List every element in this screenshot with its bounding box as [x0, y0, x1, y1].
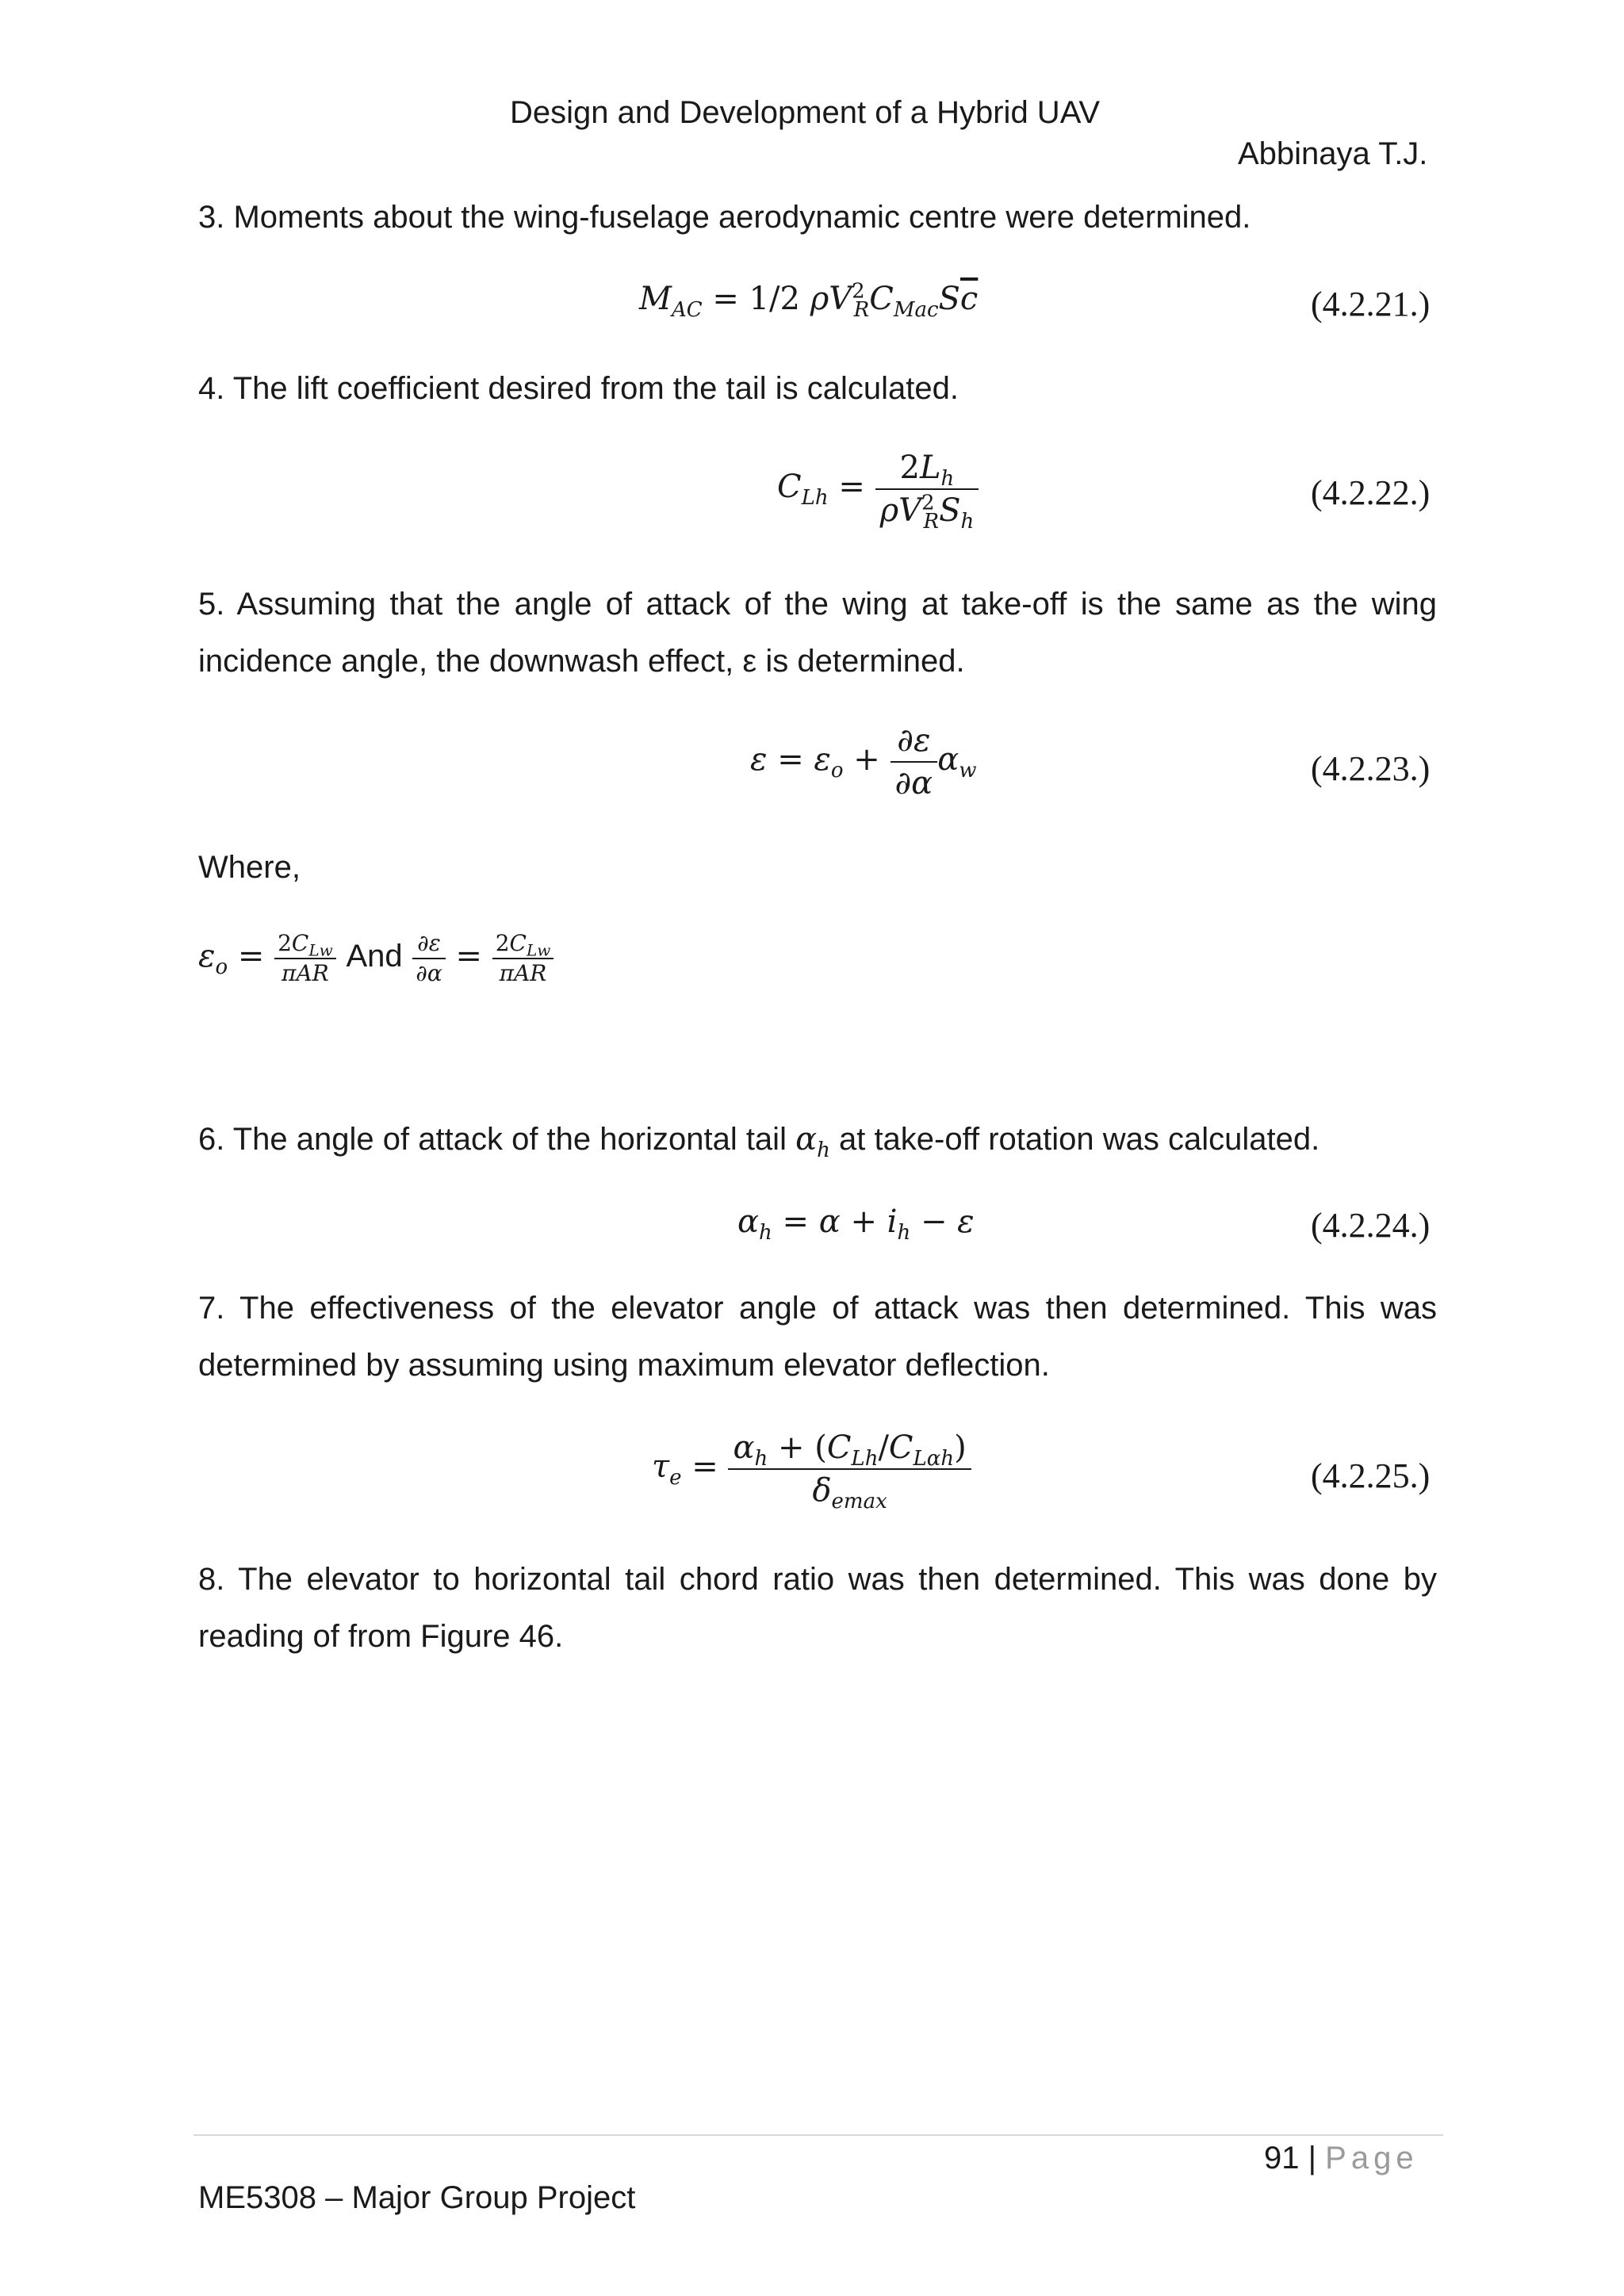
equation-number-4-2-21: (4.2.21.) — [1311, 285, 1431, 323]
step-6-prefix: 6. The angle of attack of the horizontal tail — [198, 1122, 787, 1157]
equation-number-4-2-22: (4.2.22.) — [1311, 473, 1431, 512]
downwash-definitions: $\varepsilon_o$ = $\frac{2C_{Lw}}{\text{πAR}}$ And $\frac{\partial\varepsilon}{\partial\alpha}$ = $\frac{2C_{Lw}}{\text{πAR}}$ — [198, 929, 553, 988]
page-separator: | — [1308, 2141, 1317, 2175]
equation-tail-angle-of-attack: $\alpha_h = \alpha + i_h - \varepsilon$ — [737, 1203, 975, 1245]
equation-number-4-2-25: (4.2.25.) — [1311, 1456, 1431, 1495]
step-6-suffix: at take-off rotation was calculated. — [838, 1122, 1320, 1157]
equation-lift-coefficient-tail: $C_{Lh}$ = $\frac{2L_h}{\rho V^2_RS_h}$ — [777, 447, 979, 531]
footer-divider — [193, 2134, 1443, 2136]
page-number-value: 91 — [1264, 2141, 1300, 2175]
step-6-text: 6. The angle of attack of the horizontal tail $\alpha_h$ at take-off rotation was calculated. — [198, 1121, 1320, 1162]
equation-moment-ac: $M_{AC} = 1/2$ $\rho V^2_RC_{Mac}S\overline{c}$ — [639, 279, 979, 322]
equation-number-4-2-24: (4.2.24.) — [1311, 1206, 1431, 1245]
step-7-text: 7. The effectiveness of the elevator angle of attack was then determined. This was determined by assuming using maximum elevator deflection. — [198, 1291, 1437, 1383]
running-header-title: Design and Development of a Hybrid UAV — [510, 95, 1101, 130]
page-number — [1264, 2141, 1419, 2176]
step-3-text: 3. Moments about the wing-fuselage aerodynamic centre were determined. — [198, 200, 1251, 235]
step-4-text: 4. The lift coefficient desired from the tail is calculated. — [198, 371, 959, 406]
footer-project: ME5308 – Major Group Project — [198, 2180, 636, 2215]
equation-number-4-2-23: (4.2.23.) — [1311, 749, 1431, 788]
equation-downwash: $\varepsilon = \varepsilon_o$ + $\frac{\partial\varepsilon}{\partial\alpha}$ $\alpha_w$ — [750, 720, 976, 804]
where-label: Where, — [198, 850, 301, 885]
equation-elevator-effectiveness: $\tau_e$ = $\frac{\alpha_h + (C_{Lh}/C_{L\alpha h})}{\delta_{emax}}$ — [652, 1427, 971, 1511]
step-8-text: 8. The elevator to horizontal tail chord ratio was then determined. This was done by reading of from Figure 46. — [198, 1562, 1437, 1654]
page-word: Page — [1325, 2141, 1419, 2175]
and-word: And — [346, 939, 403, 974]
running-header-author: Abbinaya T.J. — [1238, 136, 1428, 171]
step-5-text: 5. Assuming that the angle of attack of the wing at take-off is the same as the wing incidence angle, the downwash effect, ε is determined. — [198, 587, 1437, 679]
